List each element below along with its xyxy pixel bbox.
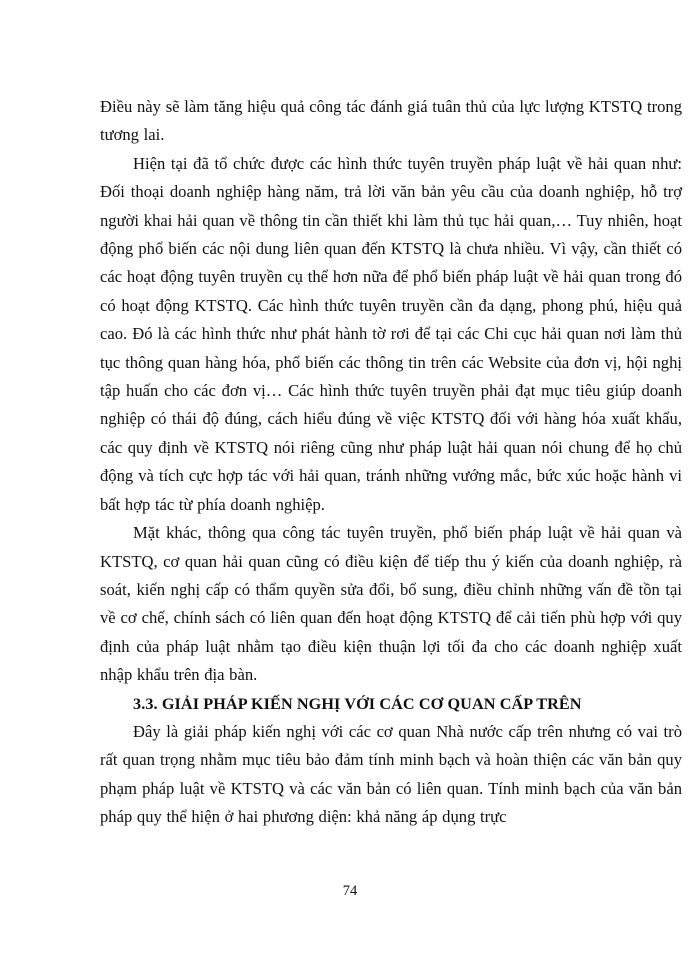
paragraph-feedback: Mặt khác, thông qua công tác tuyên truyền, phổ biến pháp luật về hải quan và KTSTQ, cơ quan hải quan cũng có điều kiện để tiếp thu ý kiến của doanh nghiệp, rà soát, kiến nghị cấp có thẩm quyền sửa đổi, bổ sung, điều chỉnh những vấn đề tồn tại về cơ chế, chính sách có liên quan đến hoạt động KTSTQ để cải tiến phù hợp với quy định của pháp luật nhằm tạo điều kiện thuận lợi tối đa cho các doanh nghiệp xuất nhập khẩu trên địa bàn. (100, 523, 682, 685)
page-body (100, 93, 682, 832)
section-heading: 3.3. GIẢI PHÁP KIẾN NGHỊ VỚI CÁC CƠ QUAN CẤP TRÊN (133, 694, 582, 713)
paragraph-recommendation: Đây là giải pháp kiến nghị với các cơ quan Nhà nước cấp trên nhưng có vai trò rất quan trọng nhằm mục tiêu bảo đảm tính minh bạch và hoàn thiện các văn bản quy phạm pháp luật về KTSTQ và các văn bản có liên quan. Tính minh bạch của văn bản pháp quy thể hiện ở hai phương diện: khả năng áp dụng trực (100, 721, 682, 827)
paragraph-propaganda-forms: Hiện tại đã tổ chức được các hình thức tuyên truyền pháp luật về hải quan như: Đối thoại doanh nghiệp hàng năm, trả lời văn bản yêu cầu của doanh nghiệp, hỗ trợ người khai hải quan về thông tin cần thiết khi làm thủ tục hải quan,… Tuy nhiên, hoạt động phổ biến các nội dung liên quan đến KTSTQ là chưa nhiều. Vì vậy, cần thiết có các hoạt động tuyên truyền cụ thể hơn nữa để phổ biến pháp luật về hải quan trong đó có hoạt động KTSTQ. Các hình thức tuyên truyền cần đa dạng, phong phú, hiệu quả cao. Đó là các hình thức như phát hành tờ rơi để tại các Chi cục hải quan nơi làm thủ tục thông quan hàng hóa, phổ biến các thông tin trên các Website của đơn vị, hội nghị tập huấn cho các đơn vị… Các hình thức tuyên truyền phải đạt mục tiêu giúp doanh nghiệp có thái độ đúng, cách hiểu đúng về việc KTSTQ đối với hàng hóa xuất khẩu, các quy định về KTSTQ nói riêng cũng như pháp luật hải quan nói chung để họ chủ động và tích cực hợp tác với hải quan, tránh những vướng mắc, bức xúc hoặc hành vi bất hợp tác từ phía doanh nghiệp. (100, 153, 682, 514)
paragraph-continuation: Điều này sẽ làm tăng hiệu quả công tác đánh giá tuân thủ của lực lượng KTSTQ trong tương lai. (100, 97, 682, 145)
page-number: 74 (342, 883, 358, 899)
